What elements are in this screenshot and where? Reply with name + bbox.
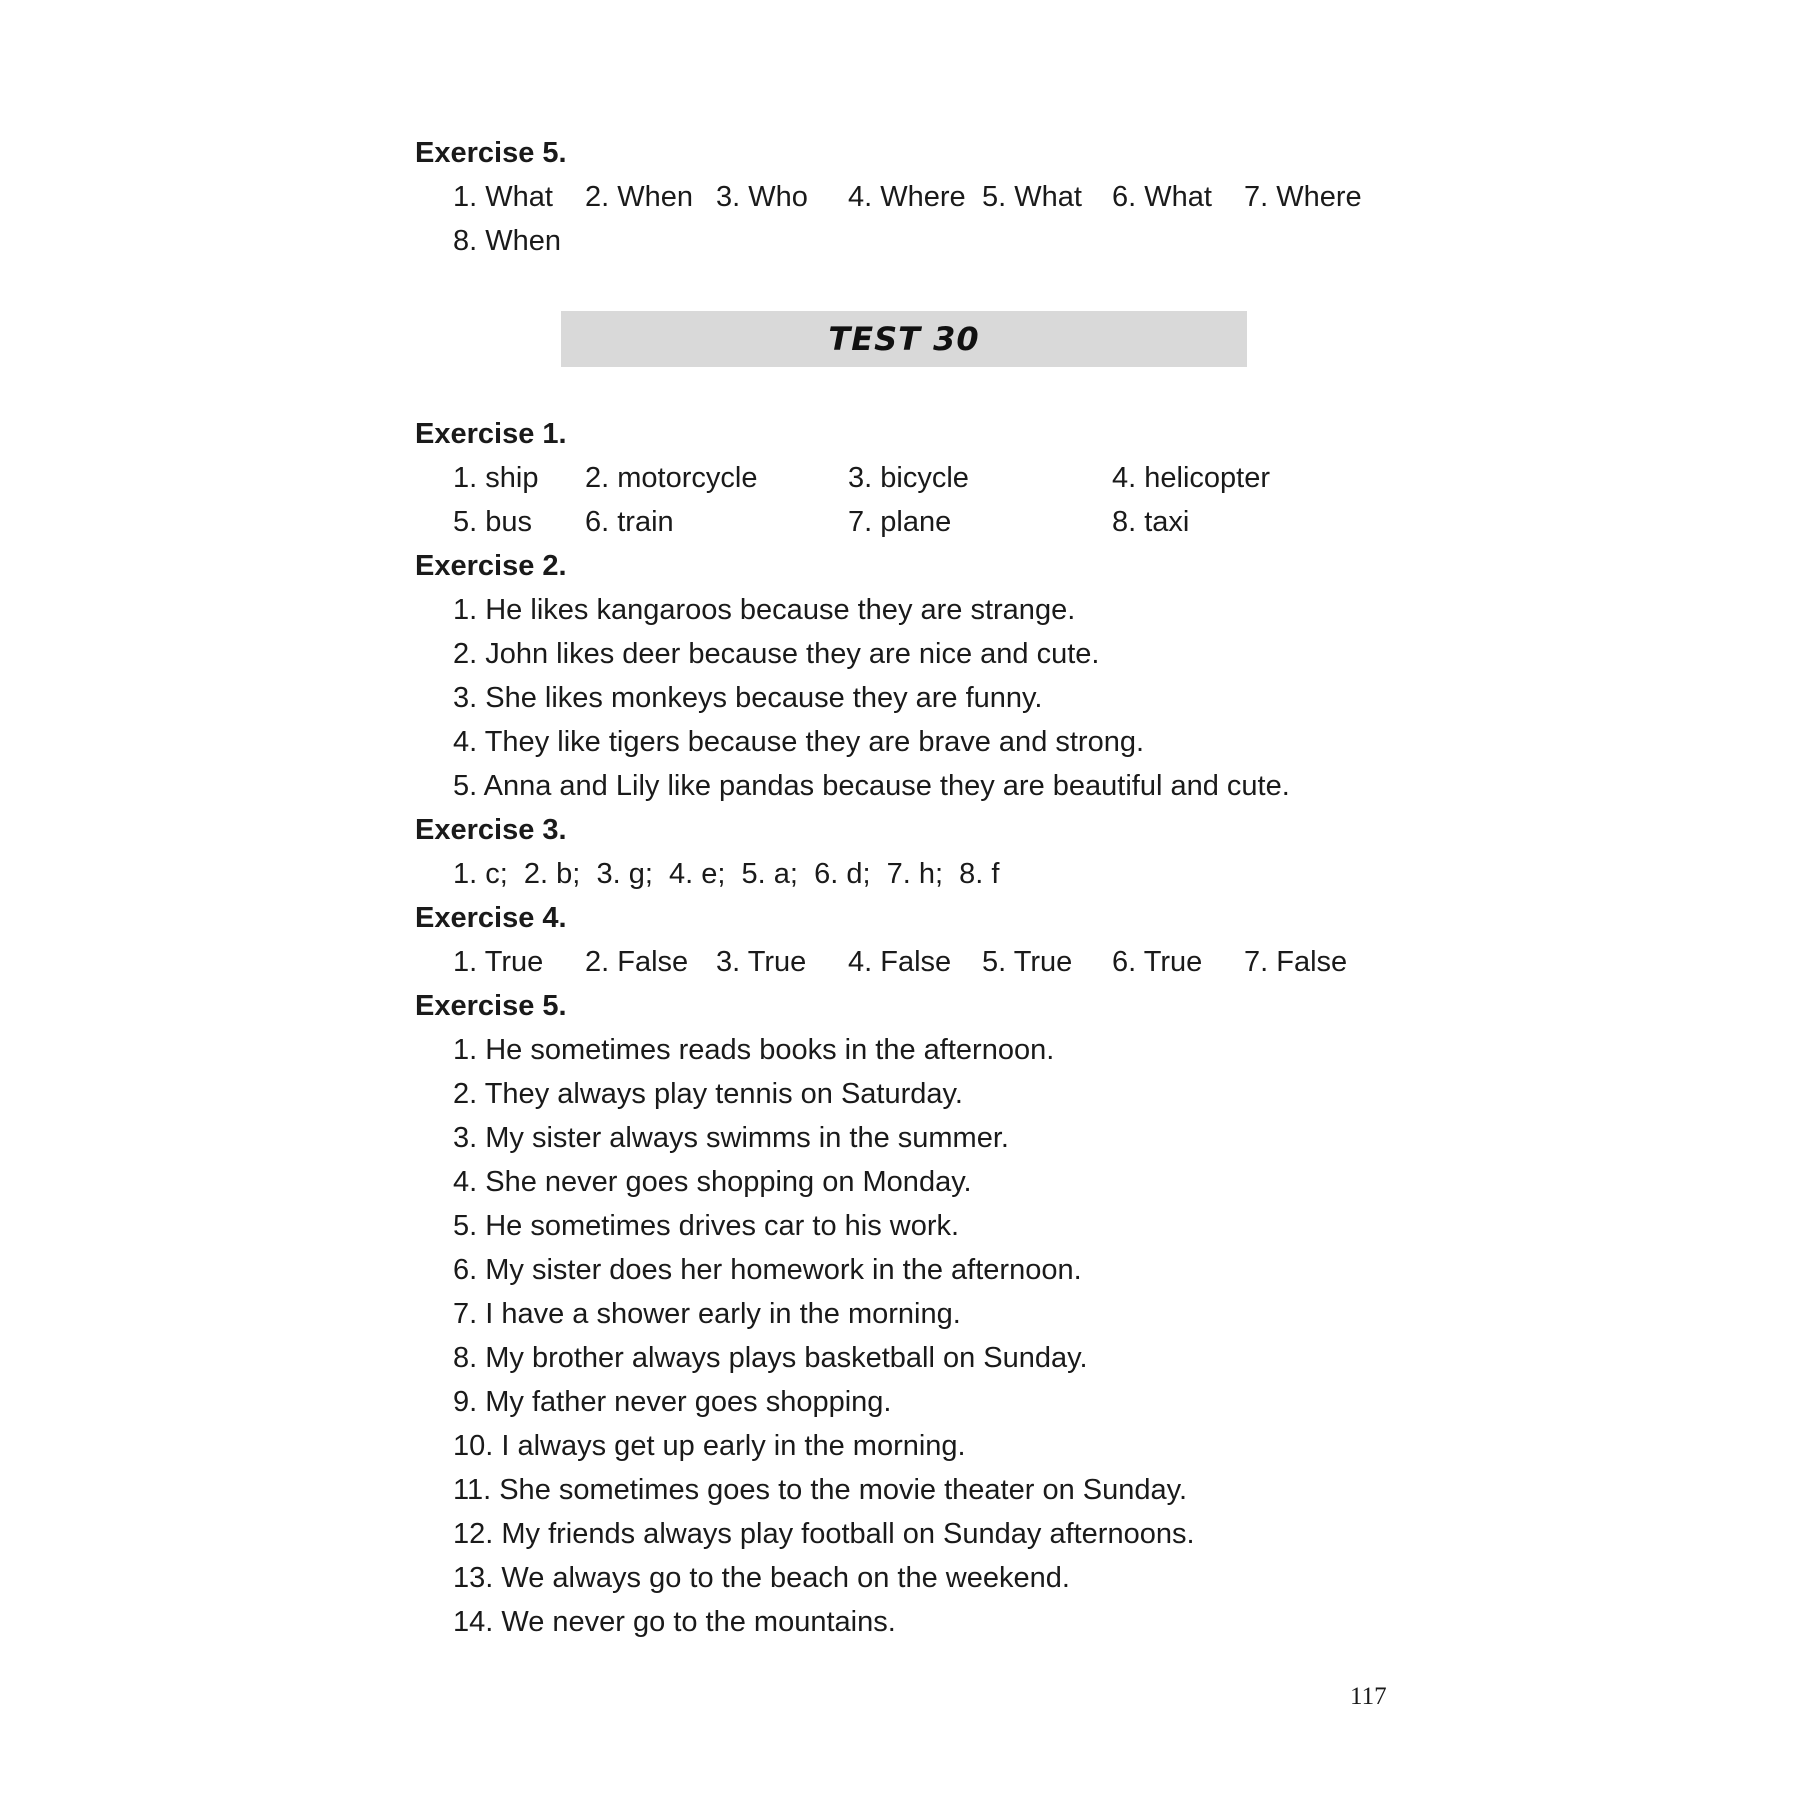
exercise-1-title: Exercise 1. [415, 418, 567, 450]
ex2-answer-line: 2. John likes deer because they are nice and cute. [453, 638, 1100, 670]
ex1-answer: 1. ship [453, 462, 539, 494]
exercise-4-title: Exercise 4. [415, 902, 567, 934]
ex5-answer-line: 14. We never go to the mountains. [453, 1606, 896, 1638]
ex5-answer-line: 1. He sometimes reads books in the afternoon. [453, 1034, 1055, 1066]
exercise-5-title: Exercise 5. [415, 990, 567, 1022]
prev-ex5-answer: 1. What [453, 181, 553, 213]
prev-ex5-answer: 2. When [585, 181, 693, 213]
exercise-2-title: Exercise 2. [415, 550, 567, 582]
ex5-answer-line: 6. My sister does her homework in the afternoon. [453, 1254, 1082, 1286]
ex3-answer-line: 1. c; 2. b; 3. g; 4. e; 5. a; 6. d; 7. h; 8. f [453, 858, 1000, 890]
ex2-answer-line: 4. They like tigers because they are brave and strong. [453, 726, 1145, 758]
ex1-answer: 2. motorcycle [585, 462, 758, 494]
prev-ex5-answer: 3. Who [716, 181, 808, 213]
ex1-answer: 7. plane [848, 506, 952, 538]
test-banner [561, 311, 1247, 367]
prev-ex5-answer: 6. What [1112, 181, 1212, 213]
ex5-answer-line: 8. My brother always plays basketball on Sunday. [453, 1342, 1088, 1374]
ex5-answer-line: 9. My father never goes shopping. [453, 1386, 892, 1418]
ex5-answer-line: 2. They always play tennis on Saturday. [453, 1078, 963, 1110]
ex4-answer: 1. True [453, 946, 544, 978]
ex1-answer: 8. taxi [1112, 506, 1190, 538]
ex5-answer-line: 10. I always get up early in the morning. [453, 1430, 966, 1462]
ex5-answer-line: 4. She never goes shopping on Monday. [453, 1166, 972, 1198]
ex5-answer-line: 11. She sometimes goes to the movie theater on Sunday. [453, 1474, 1188, 1506]
prev-ex5-answer: 5. What [982, 181, 1082, 213]
prev-ex5-answer: 7. Where [1244, 181, 1362, 213]
page-number: 117 [1350, 1683, 1387, 1710]
ex5-answer-line: 12. My friends always play football on Sunday afternoons. [453, 1518, 1195, 1550]
ex5-answer-line: 3. My sister always swimms in the summer. [453, 1122, 1009, 1154]
prev-ex5-answer: 8. When [453, 225, 561, 257]
ex4-answer: 5. True [982, 946, 1073, 978]
ex5-answer-line: 13. We always go to the beach on the weekend. [453, 1562, 1070, 1594]
ex4-answer: 3. True [716, 946, 807, 978]
exercise-3-title: Exercise 3. [415, 814, 567, 846]
prev-exercise-5-title: Exercise 5. [415, 137, 567, 169]
ex1-answer: 5. bus [453, 506, 532, 538]
ex4-answer: 4. False [848, 946, 952, 978]
ex4-answer: 2. False [585, 946, 689, 978]
ex2-answer-line: 3. She likes monkeys because they are funny. [453, 682, 1043, 714]
ex4-answer: 6. True [1112, 946, 1203, 978]
ex2-answer-line: 1. He likes kangaroos because they are strange. [453, 594, 1076, 626]
test-banner-label: TEST 30 [828, 320, 980, 358]
ex1-answer: 3. bicycle [848, 462, 969, 494]
ex2-answer-line: 5. Anna and Lily like pandas because they are beautiful and cute. [453, 770, 1290, 802]
ex1-answer: 6. train [585, 506, 674, 538]
ex5-answer-line: 5. He sometimes drives car to his work. [453, 1210, 960, 1242]
ex4-answer: 7. False [1244, 946, 1348, 978]
ex5-answer-line: 7. I have a shower early in the morning. [453, 1298, 961, 1330]
ex1-answer: 4. helicopter [1112, 462, 1270, 494]
prev-ex5-answer: 4. Where [848, 181, 966, 213]
